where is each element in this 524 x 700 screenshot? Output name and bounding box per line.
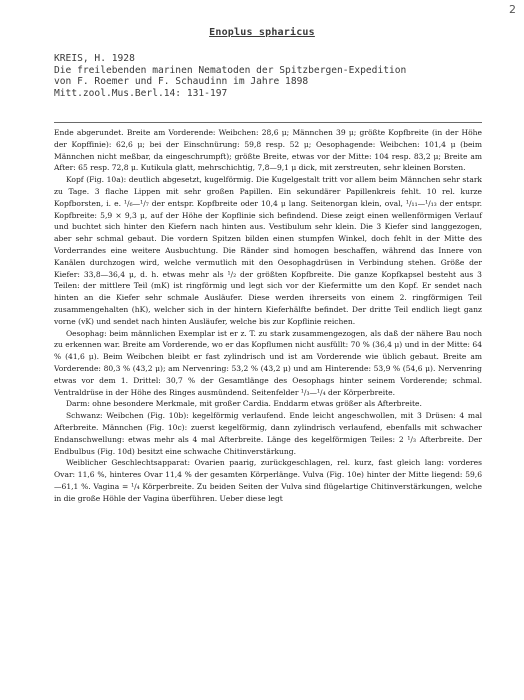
paragraph-darm: Darm: ohne besondere Merkmale, mit großer Cardia. Enddarm etwas größer als Afterbreite. [66,399,422,409]
document-title: Enoplus spharicus [209,27,315,38]
scanned-text-excerpt [54,122,482,505]
paragraph-measurements: Ende abgerundet. Breite am Vorderende: Weibchen: 28,6 μ; Männchen 39 μ; größte Kopfbreite (in der Höhe der Kopffinie): 62,6 μ; bei der Einschnürung: 59,8 resp. 52 μ; Oesophagende: Weibchen: 101,4 μ (beim Männchen nicht meßbar, da eingeschrumpft); größte Breite, etwas vor der Mitte: 104 resp. 83,2 μ; Breite am After: 65 resp. 72,8 μ. Kutikula glatt, mehrschichtig, 7,8—9,1 μ dick, mit zerstreuten, sehr kleinen Borsten. [54,128,482,173]
citation-title-line-1: Die freilebenden marinen Nematoden der Spitzbergen-Expedition [54,64,407,76]
paragraph-geschlechtsapparat: Weiblicher Geschlechtsapparat: Ovarien paarig, zurückgeschlagen, rel. kurz, fast gleich lang: vorderes Ovar: 11,6 %, hinteres Ovar 11,4 % der gesamten Körperlänge. Vulva (Fig. 10e) hinter der Mitte liegend: 59,6—61,1 %. Vagina = ¹/₄ Körperbreite. Zu beiden Seiten der Vulva sind flügelartige Chitinverstärkungen, welche in die große Höhle der Vagina überführen. Ueber diese legt [54,458,482,503]
paragraph-oesophag: Oesophag: beim männlichen Exemplar ist er z. T. zu stark zusammengezogen, als daß der nähere Bau noch zu erkennen war. Breite am Vorderende, wo er das Kopflumen nicht ausfüllt: 70 % (36,4 μ) und in der Mitte: 64 % (41,6 μ). Beim Weibchen bleibt er fast zylindrisch und ist am Vorderende wie üblich gebaut. Breite am Vorderende: 80,3 % (43,2 μ); am Nervenring: 53,2 % (43,2 μ) und am Hinterende: 53,9 % (54,6 μ). Nervenring etwas vor dem 1. Drittel: 30,7 % der Gesamtlänge des Oesophags hinter seinem Vorderende; schmal. Ventraldrüse in der Höhe des Ringes ausmündend. Seitenfelder ¹/₃—¹/₄ der Körperbreite. [54,328,482,397]
paragraph-schwanz: Schwanz: Weibchen (Fig. 10b): kegelförmig verlaufend. Ende leicht angeschwollen, mit 3 Drüsen: 4 mal Afterbreite. Männchen (Fig. 10c): zuerst kegelförmig, dann zylindrisch verlaufend, ebenfalls mit schwacher Endanschwellung: etwas mehr als 4 mal Afterbreite. Länge des kegelförmigen Teiles: 2 ¹/₃ Afterbreite. Der Endbulbus (Fig. 10d) besitzt eine schwache Chitinverstärkung. [54,411,482,456]
citation-block [54,53,494,99]
citation-author: KREIS, H. 1928 [54,53,135,64]
citation-journal: Mitt.zool.Mus.Berl.14: 131-197 [54,87,228,99]
paragraph-kopf: Kopf (Fig. 10a): deutlich abgesetzt, kugelförmig. Die Kugelgestalt tritt vor allem beim Männchen sehr stark zu Tage. 3 flache Lippen mit sehr großen Papillen. Ein sekundärer Papillenkreis fehlt. 10 rel. kurze Kopfborsten, i. e. ¹/₆—¹/₇ der entspr. Kopfbreite oder 10,4 μ lang. Seitenorgan klein, oval, ¹/₁₁—¹/₁₃ der entspr. Kopfbreite: 5,9 × 9,3 μ, auf der Höhe der Kopflinie sich befindend. Diese zeigt einen wellenförmigen Verlauf und buchtet sich hinter den Kiefern nach hinten aus. Vestibulum sehr klein. Die 3 Kiefer sind langgezogen, aber sehr schmal gebaut. Die vordern Spitzen bilden einen stumpfen Winkel, doch fehlt in der Mitte des Vorderrandes eine weitere Ausbuchtung. Die Ränder sind homogen beschaffen, während das Innere von Kanälen durchzogen wird, welche vermutlich mit den Oesophagdrüsen in Verbindung stehen. Größe der Kiefer: 33,8—36,4 μ, d. h. etwas mehr als ¹/₂ der größten Kopfbreite. Die ganze Kopfkapsel besteht aus 3 Teilen: der mittlere Teil (mK) ist ringförmig und legt sich vor der Kiefermitte um den Kopf. Er sendet nach hinten an die Kiefer sehr schmale Ausläufer. Diese werden ihrerseits von einem 2. ringförmigen Teil zusammengehalten (hK), welcher sich in der hintern Kieferhälfte befindet. Der dritte Teil endlich liegt ganz vorne (vK) und sendet nach hinten Ausläufer, welche bis zur Kopflinie reichen. [54,175,482,326]
citation-title-line-2: von F. Roemer und F. Schaudinn im Jahre 1898 [54,76,309,87]
page-number: 2 [509,3,516,16]
